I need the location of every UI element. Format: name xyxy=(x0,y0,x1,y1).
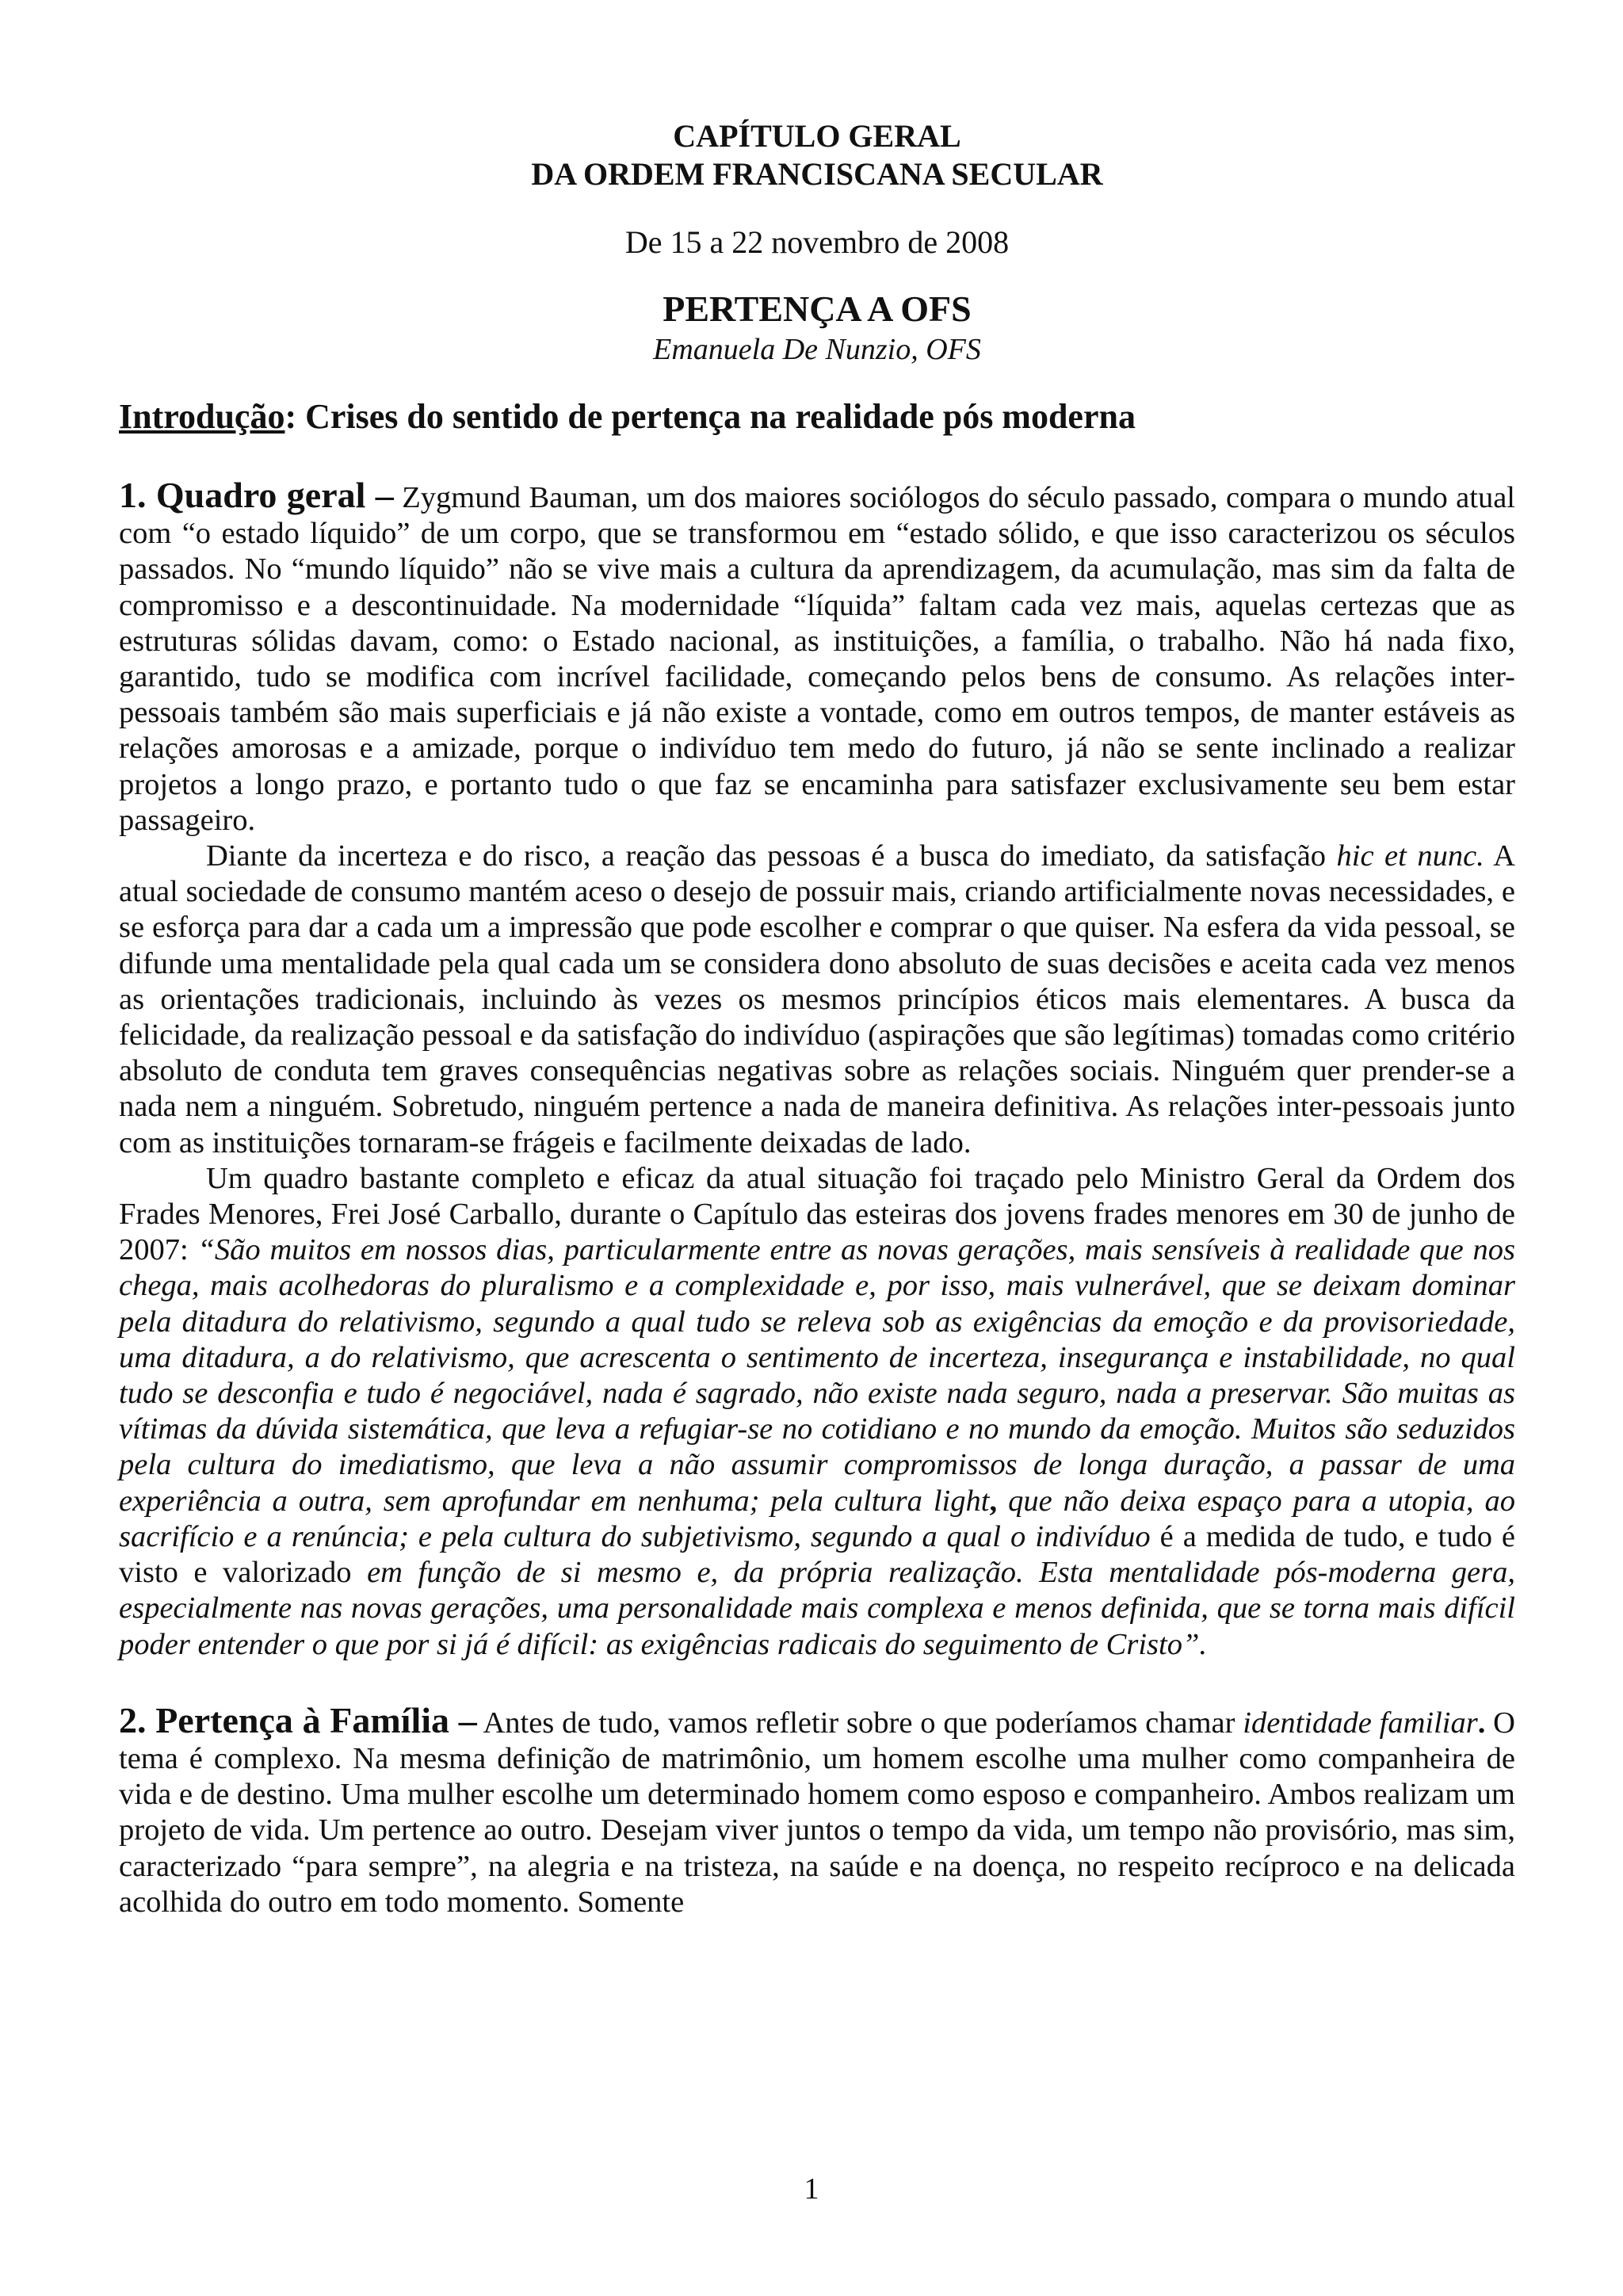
section-1-paragraph-1 xyxy=(119,477,1515,839)
section-1-heading: 1. Quadro geral – xyxy=(119,475,394,515)
section-1-p2-latin: hic et nunc. xyxy=(1336,839,1484,873)
section-2-italic-term: identidade familiar xyxy=(1243,1706,1478,1740)
section-2-p1-text-b: O tema é complexo. Na mesma definição de matrimônio, um homem escolhe uma mulher como companheira de vida e de destino. Uma mulher escolhe um determinado homem como esposo e companheiro. Ambos realizam um projeto de vida. Um pertence ao outro. Desejam viver juntos o tempo da vida, um tempo não provisório, mas sim, caracterizado “para sempre”, na alegria e na tristeza, na saúde e na doença, no respeito recíproco e na delicada acolhida do outro em todo momento. Somente xyxy=(119,1706,1515,1919)
section-1-p3-text-a: Um quadro bastante completo e eficaz da atual situação foi traçado pelo Ministro Geral da Ordem dos Frades Menores, Frei José Carballo, durante o Capítulo das esteiras dos jovens frades menores em 30 de junho de 2007: xyxy=(119,1161,1515,1267)
chapter-title-line-1: CAPÍTULO GERAL xyxy=(673,118,961,154)
section-1-p1-text: Zygmund Bauman, um dos maiores sociólogos do século passado, compara o mundo atual com “o estado líquido” de um corpo, que se transformou em “estado sólido, e que isso caracterizou os séculos passados. No “mundo líquido” não se vive mais a cultura da aprendizagem, da acumulação, mas sim da falta de compromisso e a descontinuidade. Na modernidade “líquida” faltam cada vez mais, aquelas certezas que as estruturas sólidas davam, como: o Estado nacional, as instituições, a família, o trabalho. Não há nada fixo, garantido, tudo se modifica com incrível facilidade, começando pelos bens de consumo. As relações inter-pessoais também são mais superficiais e já não existe a vontade, como em outros tempos, de manter estáveis as relações amorosas e a amizade, porque o indivíduo tem medo do futuro, já não se sente inclinado a realizar projetos a longo prazo, e portanto tudo o que faz se encaminha para satisfazer exclusivamente seu bem estar passageiro. xyxy=(119,481,1516,837)
section-2-paragraph-1 xyxy=(119,1699,1515,1920)
intro-label: Introdução xyxy=(119,397,285,436)
section-2-p1-text-a: Antes de tudo, vamos refletir sobre o que poderíamos chamar xyxy=(483,1706,1235,1740)
quote-plain-part: é a medida de tudo, e tudo é visto e valorizado xyxy=(119,1519,1516,1590)
section-1-p2-text-b: A atual sociedade de consumo mantém aceso o desejo de possuir mais, criando artificialmente novas necessidades, e se esforça para dar a cada um a impressão que pode escolher e comprar o que quiser. Na esfera da vida pessoal, se difunde uma mentalidade pela qual cada um se considera dono absoluto de suas decisões e aceita cada vez menos as orientações tradicionais, incluindo às vezes os mesmos princípios éticos mais elementares. A busca da felicidade, da realização pessoal e da satisfação do indivíduo (aspirações que são legítimas) tomadas como critério absoluto de conduta tem graves consequências negativas sobre as relações sociais. Ninguém quer prender-se a nada nem a ninguém. Sobretudo, ninguém pertence a nada de maneira definitiva. As relações inter-pessoais junto com as instituições tornaram-se frágeis e facilmente deixadas de lado. xyxy=(119,839,1515,1159)
quote-part-1: “São muitos em nossos dias, particularmente entre as novas gerações, mais sensíveis à realidade que nos chega, mais acolhedoras do pluralismo e a complexidade e, por isso, mais vulnerável, que se deixam dominar pela ditadura do relativismo, segundo a qual tudo se releva sob as exigências da emoção e da provisoriedade, uma ditadura, a do relativismo, que acrescenta o sentimento de incerteza, insegurança e instabilidade, no qual tudo se desconfia e tudo é negociável, nada é sagrado, não existe nada seguro, nada a preservar. São muitas as vítimas da dúvida sistemática, que leva a refugiar-se no cotidiano e no mundo da emoção. Muitos são seduzidos pela cultura do imediatismo, que leva a não assumir compromissos de longa duração, a passar de uma experiência a outra, sem aprofundar em nenhuma; pela cultura light xyxy=(119,1233,1516,1518)
author-line: Emanuela De Nunzio, OFS xyxy=(653,333,981,366)
section-2-heading: 2. Pertença à Família – xyxy=(119,1699,477,1740)
intro-heading xyxy=(119,396,1515,437)
quote-part-3: em função de si mesmo e, da própria realização. Esta mentalidade pós-moderna gera, especialmente nas novas gerações, uma personalidade mais complexa e menos definida, que se torna mais difícil poder entender o que por si já é difícil: as exigências radicais do seguimento de Cristo”. xyxy=(119,1556,1515,1661)
document-title: PERTENÇA A OFS xyxy=(663,288,972,329)
document-header xyxy=(119,117,1515,368)
quote-part-2: que não deixa espaço para a utopia, ao sacrifício e a renúncia; e pela cultura do subjetivismo, segundo a qual o indivíduo xyxy=(119,1484,1516,1553)
page-number: 1 xyxy=(804,2172,819,2206)
section-2-bold-dot: . xyxy=(1477,1706,1486,1740)
quote-comma: , xyxy=(989,1484,998,1518)
event-date: De 15 a 22 novembro de 2008 xyxy=(624,224,1010,260)
section-1-paragraph-3 xyxy=(119,1161,1515,1663)
section-1-p2-text-a: Diante da incerteza e do risco, a reação das pessoas é a busca do imediato, da satisfação xyxy=(206,839,1327,873)
chapter-title-line-2: DA ORDEM FRANCISCANA SECULAR xyxy=(531,156,1103,192)
section-1-paragraph-2 xyxy=(119,839,1515,1161)
intro-subtitle: : Crises do sentido de pertença na realidade pós moderna xyxy=(285,397,1136,436)
